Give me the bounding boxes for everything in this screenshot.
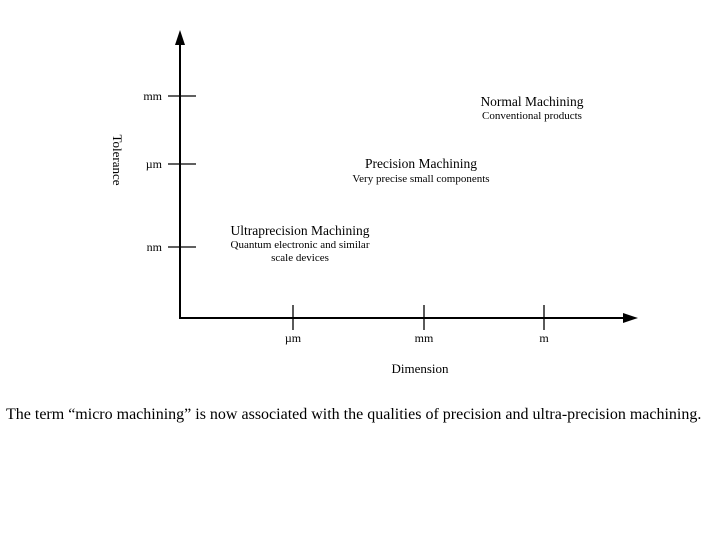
- region-subtitle-ultraprecision: Quantum electronic and similar: [230, 239, 370, 251]
- region-title-precision: Precision Machining: [364, 156, 478, 171]
- y-axis-arrow: [175, 30, 185, 45]
- x-tick-label: µm: [284, 331, 302, 345]
- y-axis-title: Tolerance: [110, 134, 125, 186]
- x-tick-label: m: [539, 331, 549, 345]
- region-title-ultraprecision: Ultraprecision Machining: [230, 223, 370, 238]
- y-tick-label: mm: [143, 89, 162, 103]
- region-title-normal: Normal Machining: [480, 94, 584, 109]
- region-subtitle-precision: Very precise small components: [352, 173, 490, 185]
- region-subtitle-ultraprecision: scale devices: [271, 252, 329, 264]
- x-tick-label: mm: [414, 331, 434, 345]
- y-tick-label: nm: [146, 240, 162, 254]
- region-subtitle-normal: Conventional products: [482, 110, 582, 122]
- x-axis-arrow: [623, 313, 638, 323]
- y-tick-label: µm: [145, 157, 162, 171]
- x-axis-title: Dimension: [391, 361, 449, 376]
- caption-text: The term “micro machining” is now associated with the qualities of precision and ultra-precision machining.: [6, 406, 702, 423]
